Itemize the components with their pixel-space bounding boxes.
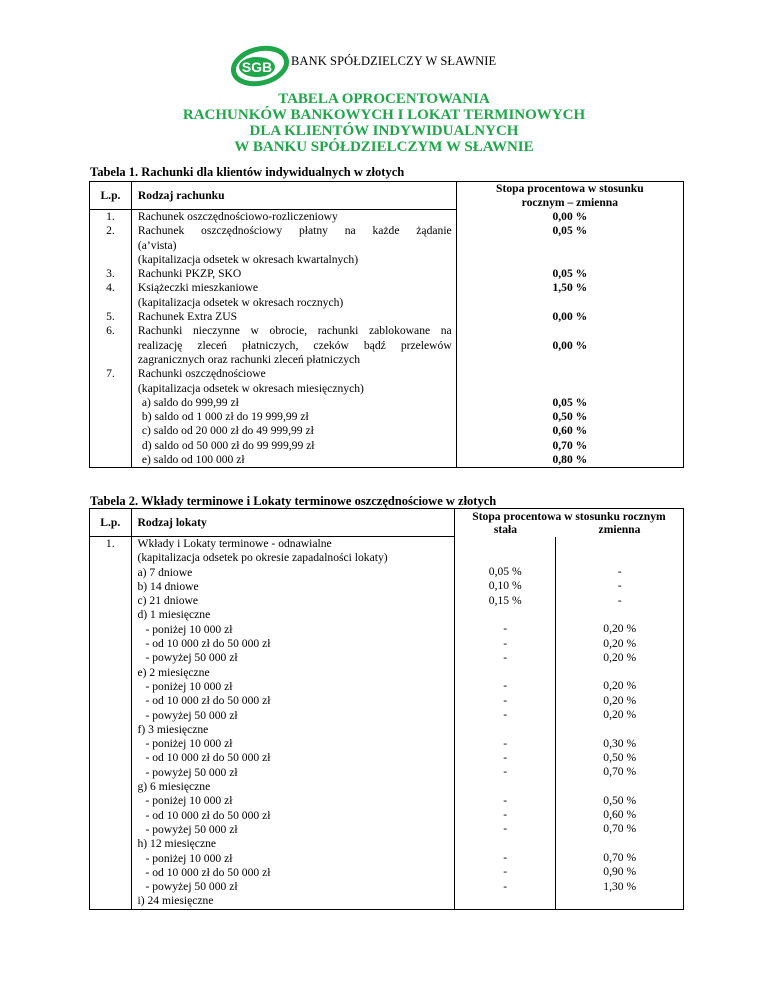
table1-rate-cell: 0,80 %	[552, 453, 588, 467]
table2-name-cell: - powyżej 50 000 zł	[145, 708, 238, 722]
table2-fixed-cell	[455, 537, 555, 551]
table2-variable-cell: 1,30 %	[603, 879, 637, 893]
table1-lp-cell	[90, 439, 131, 453]
table2-variable-cell: 0,20 %	[603, 650, 637, 664]
table1-rate-cell: 0,70 %	[552, 438, 588, 452]
table1-rate-cell	[457, 382, 683, 396]
table2-variable-cell: 0,50 %	[603, 750, 637, 764]
table1-header-rate-line2: rocznym – zmienna	[521, 196, 619, 209]
table1-name-cell: a) saldo do 999,99 zł	[141, 395, 239, 409]
table2-fixed-cell	[455, 665, 555, 679]
table1-lp-cell: 1.	[106, 210, 115, 223]
table2-variable-cell: 0,20 %	[603, 708, 637, 722]
table1-name-cell: (kapitalizacja odsetek w okresach miesięcznych)	[137, 381, 364, 395]
table1-lp-cell	[90, 239, 131, 253]
title-line: TABELA OPROCENTOWANIA	[278, 91, 490, 107]
table2-fixed-cell: -	[503, 808, 508, 822]
table2-fixed-cell: -	[503, 822, 508, 836]
table1-name-cell: Książeczki mieszkaniowe	[137, 281, 258, 295]
sgb-logo	[230, 43, 290, 87]
table2-name-cell: - powyżej 50 000 zł	[145, 822, 238, 836]
table2-fixed-cell: -	[503, 765, 508, 779]
table1-rate-column	[457, 210, 683, 467]
table2-name-cell: c) 21 dniowe	[137, 594, 199, 608]
table1-rate-cell	[457, 367, 683, 381]
table1-name-cell: realizację zleceń płatniczych, czeków bądź przelewów	[137, 338, 452, 352]
table1-name-cell: b) saldo od 1 000 zł do 19 999,99 zł	[141, 410, 309, 424]
table2-name-cell: - powyżej 50 000 zł	[145, 765, 238, 779]
table1-rate-cell: 0,05 %	[552, 267, 588, 281]
table2-fixed-cell	[455, 608, 555, 622]
table2-fixed-cell	[455, 837, 555, 851]
table2-fixed-cell: -	[503, 693, 508, 707]
table2-fixed-cell	[455, 780, 555, 794]
table1-name-cell: Rachunki PKZP, SKO	[137, 267, 242, 281]
table1-name-cell: Rachunek oszczędnościowo-rozliczeniowy	[137, 210, 338, 223]
table1-name-cell: Rachunek Extra ZUS	[137, 310, 238, 324]
table1-header-name: Rodzaj rachunku	[131, 182, 456, 210]
table2-header-rate	[454, 509, 683, 537]
table2-name-cell: - poniżej 10 000 zł	[145, 679, 233, 693]
table2-variable-cell	[556, 665, 683, 679]
table1-rate-cell	[457, 353, 683, 367]
table2-header-subcols	[455, 523, 683, 536]
table2-fixed-cell: 0,15 %	[488, 593, 522, 607]
table2-header-rate-title: Stopa procentowa w stosunku rocznym	[472, 510, 666, 523]
table1-name-column	[131, 210, 456, 468]
table1-lp-cell: 4.	[106, 281, 115, 295]
table2-header-lp: L.p.	[90, 509, 132, 537]
table2-name-cell: e) 2 miesięczne	[137, 665, 210, 679]
table2-header-fixed: stała	[493, 523, 518, 536]
table1-rate-cell	[457, 324, 683, 338]
bank-name: BANK SPÓŁDZIELCZY W SŁAWNIE	[291, 54, 497, 68]
table1-name-cell: (kapitalizacja odsetek w okresach kwartalnych)	[137, 252, 359, 266]
table2-name-cell: - od 10 000 zł do 50 000 zł	[145, 808, 271, 822]
table2-variable-cell	[556, 551, 683, 565]
table2-variable-cell	[556, 780, 683, 794]
table1-rate-cell	[457, 239, 683, 253]
table1-rate-cell	[457, 253, 683, 267]
table1-rate-cell: 0,60 %	[552, 424, 588, 438]
title-line: RACHUNKÓW BANKOWYCH I LOKAT TERMINOWYCH	[182, 107, 586, 123]
table2-fixed-cell: -	[503, 650, 508, 664]
table1-rate-cell: 0,05 %	[552, 395, 588, 409]
table2-fixed-cell	[455, 551, 555, 565]
table2-name-cell: h) 12 miesięczne	[137, 837, 217, 851]
table2-variable-cell: 0,30 %	[603, 736, 637, 750]
table2-deposits	[89, 508, 684, 910]
table1-rate-cell: 1,50 %	[552, 281, 588, 295]
table1-lp-cell: 6.	[106, 324, 115, 338]
table1-lp-cell	[90, 396, 131, 410]
table1-name-cell: Rachunki oszczędnościowe	[137, 367, 266, 381]
table2-lp-value: 1.	[105, 537, 115, 550]
table1-lp-cell	[90, 296, 131, 310]
document-header	[0, 40, 768, 92]
table2-name-cell: - poniżej 10 000 zł	[145, 737, 233, 751]
table2-fixed-cell: -	[503, 736, 508, 750]
table2-fixed-cell: -	[503, 636, 508, 650]
table2-caption: Tabela 2. Wkłady terminowe i Lokaty terminowe oszczędnościowe w złotych	[90, 494, 497, 508]
table1-rate-cell: 0,00 %	[552, 210, 588, 223]
table2-variable-cell: 0,70 %	[603, 851, 637, 865]
table1-name-cell: d) saldo od 50 000 zł do 99 999,99 zł	[141, 438, 315, 452]
table1-name-cell: (kapitalizacja odsetek w okresach rocznych)	[137, 295, 344, 309]
table1-lp-cell	[90, 253, 131, 267]
table1-name-cell: zagranicznych oraz rachunki zleceń płatniczych	[137, 352, 360, 366]
table2-name-cell: Wkłady i Lokaty terminowe - odnawialne	[137, 537, 332, 550]
title-line: W BANKU SPÓŁDZIELCZYM W SŁAWNIE	[234, 139, 534, 155]
table2-name-cell: - od 10 000 zł do 50 000 zł	[145, 751, 271, 765]
table2-header-variable: zmienna	[598, 523, 641, 536]
table1-name-cell: c) saldo od 20 000 zł do 49 999,99 zł	[141, 424, 314, 438]
table2-variable-column	[556, 537, 684, 910]
table2-variable-cell: 0,20 %	[603, 693, 637, 707]
table1-name-cell: Rachunek oszczędnościowy płatny na każde żądanie	[137, 224, 452, 238]
table2-name-cell: - powyżej 50 000 zł	[145, 651, 238, 665]
table2-variable-cell: 0,20 %	[603, 622, 637, 636]
table2-name-cell: - powyżej 50 000 zł	[145, 880, 238, 894]
table1-name-cell: (a’vista)	[137, 238, 177, 252]
table2-name-cell: - od 10 000 zł do 50 000 zł	[145, 637, 271, 651]
table2-fixed-cell	[455, 722, 555, 736]
table2-variable-cell: -	[617, 579, 622, 593]
table2-name-cell: (kapitalizacja odsetek po okresie zapadalności lokaty)	[137, 551, 388, 565]
table2-name-cell: - poniżej 10 000 zł	[145, 622, 233, 636]
table2-fixed-cell: -	[503, 622, 508, 636]
table1-name-cell: e) saldo od 100 000 zł	[141, 453, 245, 467]
table1-lp-cell	[90, 339, 131, 353]
table1-lp-cell: 5.	[106, 310, 115, 324]
table1-lp-cell	[90, 353, 131, 367]
table2-variable-cell: 0,90 %	[603, 865, 637, 879]
table2-fixed-cell: 0,10 %	[488, 579, 522, 593]
title-line: DLA KLIENTÓW INDYWIDUALNYCH	[249, 123, 519, 139]
table2-fixed-cell: -	[503, 865, 508, 879]
document-title	[0, 91, 768, 155]
table1-lp-cell	[90, 382, 131, 396]
table2-name-cell: - poniżej 10 000 zł	[145, 851, 233, 865]
table1-rate-cell: 0,00 %	[552, 338, 588, 352]
table2-variable-cell: 0,50 %	[603, 793, 637, 807]
table2-variable-cell: 0,60 %	[603, 808, 637, 822]
table2-name-cell: - poniżej 10 000 zł	[145, 794, 233, 808]
table2-name-cell: g) 6 miesięczne	[137, 780, 211, 794]
table1-lp-cell: 2.	[106, 224, 115, 238]
table2-variable-cell: -	[617, 593, 622, 607]
table1-lp-column	[90, 210, 132, 468]
table1-rate-cell: 0,00 %	[552, 310, 588, 324]
table2-variable-cell	[556, 537, 683, 551]
table1-lp-cell	[90, 410, 131, 424]
table2-variable-cell: 0,20 %	[603, 636, 637, 650]
table2-variable-cell: 0,70 %	[603, 822, 637, 836]
table2-fixed-cell	[455, 894, 555, 908]
table1-header-rate-line1: Stopa procentowa w stosunku	[496, 182, 644, 195]
table1-lp-cell	[90, 424, 131, 438]
table2-fixed-cell: -	[503, 708, 508, 722]
table2-variable-cell	[556, 837, 683, 851]
table2-fixed-cell: -	[503, 750, 508, 764]
table1-header-lp: L.p.	[90, 182, 132, 210]
table1-lp-cell: 3.	[106, 267, 115, 281]
table2-variable-cell	[556, 608, 683, 622]
table2-variable-cell: -	[617, 565, 622, 579]
table2-lp-column	[90, 537, 132, 910]
table1-accounts	[89, 181, 684, 468]
table2-header-name: Rodzaj lokaty	[131, 509, 454, 537]
table2-name-cell: a) 7 dniowe	[137, 565, 193, 579]
table2-fixed-cell: -	[503, 851, 508, 865]
table1-rate-cell: 0,50 %	[552, 410, 588, 424]
table2-name-cell: i) 24 miesięczne	[137, 894, 214, 908]
table2-variable-cell	[556, 894, 683, 908]
table1-caption: Tabela 1. Rachunki dla klientów indywidualnych w złotych	[90, 165, 405, 179]
table2-name-column	[131, 537, 454, 910]
table1-header-rate	[456, 182, 683, 468]
table1-rate-cell	[457, 296, 683, 310]
table2-name-cell: - od 10 000 zł do 50 000 zł	[145, 694, 271, 708]
table2-variable-cell: 0,20 %	[603, 679, 637, 693]
table1-lp-cell: 7.	[106, 367, 115, 381]
table1-name-cell: Rachunki nieczynne w obrocie, rachunki zablokowane na	[137, 324, 452, 338]
table2-name-cell: d) 1 miesięczne	[137, 608, 211, 622]
table2-fixed-cell: -	[503, 879, 508, 893]
table2-variable-cell: 0,70 %	[603, 765, 637, 779]
table2-variable-cell	[556, 722, 683, 736]
table2-fixed-column	[454, 537, 555, 910]
table1-lp-cell	[90, 453, 131, 467]
table2-fixed-cell: -	[503, 679, 508, 693]
logo-text: SGB	[241, 59, 273, 75]
table2-name-cell: f) 3 miesięczne	[137, 722, 209, 736]
table2-fixed-cell: 0,05 %	[488, 565, 522, 579]
table2-fixed-cell: -	[503, 793, 508, 807]
table1-rate-cell: 0,05 %	[552, 224, 588, 238]
table2-name-cell: b) 14 dniowe	[137, 579, 199, 593]
table2-name-cell: - od 10 000 zł do 50 000 zł	[145, 865, 271, 879]
